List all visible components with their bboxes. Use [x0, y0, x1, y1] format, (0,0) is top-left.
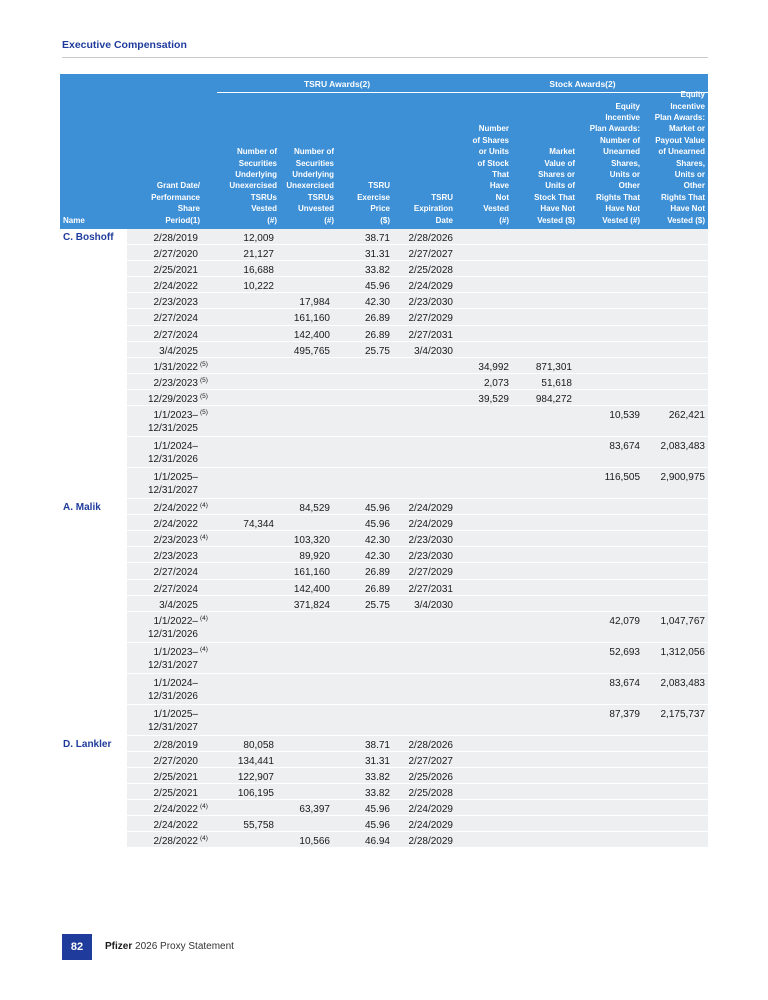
grant-cell: 1/1/2024– 12/31/2026 [147, 441, 198, 466]
price-cell: 46.94 [364, 836, 390, 848]
exp-cell: 2/24/2029 [408, 503, 453, 515]
shares-cell: 2,073 [483, 377, 509, 389]
table-row [60, 784, 708, 800]
table-row [60, 643, 708, 674]
executive-name: A. Malik [63, 502, 101, 514]
eq-val-cell: 2,083,483 [660, 677, 705, 689]
vested-cell: 21,127 [243, 249, 274, 261]
grant-cell: 1/31/2022 [153, 361, 198, 373]
row-background [127, 358, 708, 373]
tsru-awards-group-header: TSRU Awards(2) [303, 79, 371, 89]
table-row [60, 293, 708, 309]
exp-cell: 2/28/2026 [408, 739, 453, 751]
stock-awards-group-header: Stock Awards(2) [549, 79, 616, 89]
price-cell: 26.89 [364, 313, 390, 325]
unvested-cell: 89,920 [299, 551, 330, 563]
grant-cell: 2/24/2022 [153, 804, 198, 816]
column-header: TSRU Exercise Price ($) [357, 181, 390, 225]
grant-cell: 2/23/2023 [153, 551, 198, 563]
mv-cell: 871,301 [535, 361, 572, 373]
exp-cell: 2/28/2029 [408, 836, 453, 848]
table-row [60, 499, 708, 515]
table-row [60, 326, 708, 342]
table-row [60, 596, 708, 612]
table-row [60, 612, 708, 643]
footnote-marker: (4) [200, 534, 208, 542]
price-cell: 33.82 [364, 787, 390, 799]
unvested-cell: 161,160 [293, 567, 330, 579]
price-cell: 31.31 [364, 755, 390, 767]
exp-cell: 2/23/2030 [408, 551, 453, 563]
unvested-cell: 84,529 [299, 503, 330, 515]
eq-num-cell: 116,505 [604, 472, 640, 484]
table-row [60, 547, 708, 563]
title-divider [62, 57, 708, 58]
table-row [60, 563, 708, 579]
exp-cell: 2/27/2029 [408, 567, 453, 579]
price-cell: 26.89 [364, 567, 390, 579]
price-cell: 42.30 [364, 535, 390, 547]
table-body [60, 229, 708, 848]
exp-cell: 2/28/2026 [408, 233, 453, 244]
grant-cell: 3/4/2025 [159, 599, 198, 611]
section-title: Executive Compensation [62, 39, 187, 51]
table-row [60, 816, 708, 832]
table-row [60, 342, 708, 358]
page-number: 82 [62, 934, 92, 960]
exp-cell: 2/23/2030 [408, 297, 453, 309]
price-cell: 31.31 [364, 249, 390, 261]
exp-cell: 2/24/2029 [408, 820, 453, 832]
grant-cell: 1/1/2023– 12/31/2027 [147, 646, 198, 671]
footnote-marker: (5) [200, 376, 208, 384]
grant-cell: 2/28/2022 [153, 836, 198, 848]
price-cell: 45.96 [364, 281, 390, 293]
grant-cell: 1/1/2025– 12/31/2027 [147, 472, 198, 497]
price-cell: 38.71 [364, 739, 390, 751]
table-row [60, 309, 708, 325]
price-cell: 25.75 [364, 345, 390, 357]
grant-cell: 2/27/2020 [153, 755, 198, 767]
price-cell: 42.30 [364, 551, 390, 563]
table-row [60, 515, 708, 531]
unvested-cell: 495,765 [293, 345, 330, 357]
footnote-marker: (5) [200, 392, 208, 400]
table-row [60, 768, 708, 784]
unvested-cell: 142,400 [293, 329, 330, 341]
exp-cell: 3/4/2030 [414, 345, 453, 357]
table-row [60, 832, 708, 848]
price-cell: 45.96 [364, 820, 390, 832]
eq-val-cell: 1,047,767 [660, 615, 705, 627]
grant-cell: 2/25/2021 [153, 771, 198, 783]
grant-cell: 12/29/2023 [147, 393, 198, 405]
table-row [60, 245, 708, 261]
table-header [60, 74, 708, 229]
vested-cell: 134,441 [237, 755, 274, 767]
grant-cell: 1/1/2022– 12/31/2026 [147, 615, 198, 640]
executive-name: C. Boshoff [63, 232, 114, 243]
grant-cell: 1/1/2023– 12/31/2025 [147, 410, 198, 435]
table-row [60, 705, 708, 736]
exp-cell: 2/24/2029 [408, 519, 453, 531]
table-row [60, 531, 708, 547]
vested-cell: 10,222 [243, 281, 274, 293]
footnote-marker: (4) [200, 645, 208, 653]
table-row [60, 406, 708, 437]
eq-num-cell: 42,079 [609, 615, 640, 627]
vested-cell: 106,195 [237, 787, 274, 799]
exp-cell: 2/27/2029 [408, 313, 453, 325]
eq-val-cell: 1,312,056 [660, 646, 705, 658]
grant-cell: 2/24/2022 [153, 820, 198, 832]
table-row [60, 277, 708, 293]
grant-cell: 2/27/2024 [153, 567, 198, 579]
footer-doc: 2026 Proxy Statement [135, 941, 234, 952]
unvested-cell: 63,397 [299, 804, 330, 816]
vested-cell: 12,009 [243, 233, 274, 244]
table-row [60, 229, 708, 245]
exp-cell: 2/27/2031 [408, 329, 453, 341]
footnote-marker: (4) [200, 803, 208, 811]
price-cell: 26.89 [364, 583, 390, 595]
price-cell: 45.96 [364, 804, 390, 816]
grant-cell: 2/27/2024 [153, 583, 198, 595]
grant-cell: 2/23/2023 [153, 377, 198, 389]
table-row [60, 437, 708, 468]
footer-text [105, 941, 234, 952]
grant-cell: 2/25/2021 [153, 265, 198, 277]
shares-cell: 34,992 [478, 361, 509, 373]
unvested-cell: 161,160 [293, 313, 330, 325]
shares-cell: 39,529 [478, 393, 509, 405]
price-cell: 45.96 [364, 503, 390, 515]
exp-cell: 2/27/2027 [408, 755, 453, 767]
column-header: Equity Incentive Plan Awards: Number of Unearned Shares, Units or Other Rights That Have Not Vested (#) [589, 101, 640, 225]
table-row [60, 800, 708, 816]
tsru-group-rule [217, 92, 457, 93]
exp-cell: 3/4/2030 [414, 599, 453, 611]
grant-cell: 2/24/2022 [153, 281, 198, 293]
column-header: Number of Securities Underlying Unexercised TSRUs Unvested (#) [286, 147, 334, 225]
unvested-cell: 142,400 [293, 583, 330, 595]
row-background [127, 390, 708, 405]
grant-cell: 2/23/2023 [153, 535, 198, 547]
exp-cell: 2/27/2027 [408, 249, 453, 261]
vested-cell: 122,907 [237, 771, 274, 783]
grant-cell: 1/1/2024– 12/31/2026 [147, 677, 198, 702]
vested-cell: 74,344 [243, 519, 274, 531]
eq-num-cell: 83,674 [609, 441, 640, 453]
exp-cell: 2/23/2030 [408, 535, 453, 547]
price-cell: 26.89 [364, 329, 390, 341]
exp-cell: 2/24/2029 [408, 281, 453, 293]
vested-cell: 16,688 [243, 265, 274, 277]
exp-cell: 2/27/2031 [408, 583, 453, 595]
column-header: Number of Securities Underlying Unexercised TSRUs Vested (#) [229, 147, 277, 225]
price-cell: 42.30 [364, 297, 390, 309]
grant-cell: 2/25/2021 [153, 787, 198, 799]
price-cell: 33.82 [364, 771, 390, 783]
column-header: Equity Incentive Plan Awards: Market or Payout Value of Unearned Shares, Units or Other Rights That Have Not Vested ($) [654, 90, 705, 225]
exp-cell: 2/25/2028 [408, 787, 453, 799]
table-row [60, 358, 708, 374]
column-header: Name [63, 215, 85, 225]
footnote-marker: (4) [200, 614, 208, 622]
unvested-cell: 371,824 [293, 599, 330, 611]
column-header: Grant Date/ Performance Share Period(1) [151, 181, 200, 225]
exp-cell: 2/25/2028 [408, 265, 453, 277]
grant-cell: 2/24/2022 [153, 519, 198, 531]
table-row [60, 468, 708, 499]
price-cell: 33.82 [364, 265, 390, 277]
vested-cell: 55,758 [243, 820, 274, 832]
table-row [60, 674, 708, 705]
grant-cell: 3/4/2025 [159, 345, 198, 357]
mv-cell: 984,272 [535, 393, 572, 405]
grant-cell: 2/28/2019 [153, 233, 198, 244]
grant-cell: 2/27/2024 [153, 313, 198, 325]
eq-val-cell: 2,900,975 [660, 472, 705, 484]
row-background [127, 374, 708, 389]
eq-val-cell: 262,421 [668, 410, 705, 422]
table-row [60, 261, 708, 277]
exp-cell: 2/24/2029 [408, 804, 453, 816]
grant-cell: 2/27/2020 [153, 249, 198, 261]
eq-num-cell: 83,674 [609, 677, 640, 689]
mv-cell: 51,618 [541, 377, 572, 389]
exp-cell: 2/25/2026 [408, 771, 453, 783]
table-row [60, 374, 708, 390]
footnote-marker: (4) [200, 835, 208, 843]
grant-cell: 2/24/2022 [153, 503, 198, 515]
column-header: Number of Shares or Units of Stock That Have Not Vested (#) [472, 124, 509, 225]
price-cell: 38.71 [364, 233, 390, 244]
footnote-marker: (4) [200, 502, 208, 510]
footer-brand: Pfizer [105, 941, 133, 952]
footnote-marker: (5) [200, 409, 208, 417]
grant-cell: 1/1/2025– 12/31/2027 [147, 708, 198, 733]
price-cell: 25.75 [364, 599, 390, 611]
grant-cell: 2/27/2024 [153, 329, 198, 341]
vested-cell: 80,058 [243, 739, 274, 751]
table-row [60, 736, 708, 752]
unvested-cell: 17,984 [299, 297, 330, 309]
table-row [60, 390, 708, 406]
executive-name: D. Lankler [63, 738, 112, 750]
eq-num-cell: 87,379 [609, 708, 640, 720]
footnote-marker: (5) [200, 360, 208, 368]
column-header: TSRU Expiration Date [413, 192, 453, 225]
eq-num-cell: 52,693 [609, 646, 640, 658]
grant-cell: 2/28/2019 [153, 739, 198, 751]
eq-val-cell: 2,175,737 [660, 708, 705, 720]
table-row [60, 580, 708, 596]
table-row [60, 752, 708, 768]
unvested-cell: 103,320 [293, 535, 330, 547]
eq-val-cell: 2,083,483 [660, 441, 705, 453]
eq-num-cell: 10,539 [609, 410, 640, 422]
column-header: Market Value of Shares or Units of Stock That Have Not Vested ($) [534, 147, 575, 225]
price-cell: 45.96 [364, 519, 390, 531]
outstanding-awards-table [60, 74, 708, 848]
grant-cell: 2/23/2023 [153, 297, 198, 309]
unvested-cell: 10,566 [299, 836, 330, 848]
